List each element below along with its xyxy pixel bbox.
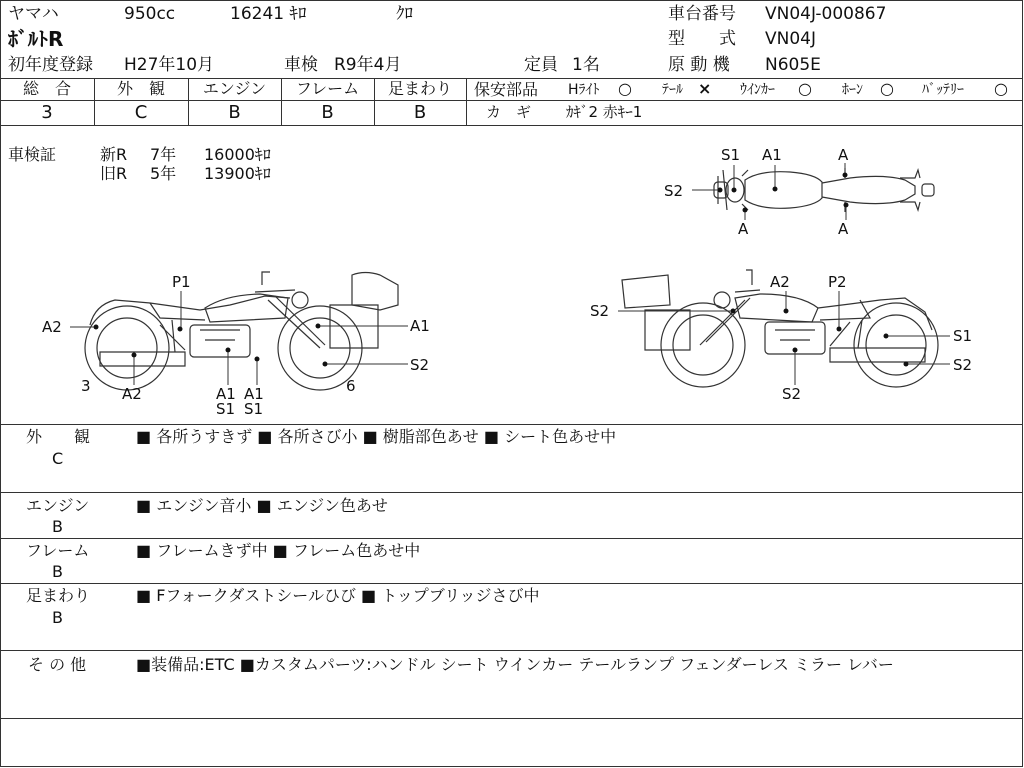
left-label-s1-b1: S1	[216, 400, 236, 418]
key-label: カ ギ	[486, 103, 532, 121]
inspection-value: R9年4月	[334, 55, 402, 75]
left-label-a1-b2: A1	[244, 385, 264, 403]
left-label-a2-bottom: A2	[122, 385, 142, 403]
right-label-a2: A2	[770, 273, 790, 291]
right-label-s2-right: S2	[953, 356, 973, 374]
comment-label: そ の 他	[28, 655, 87, 674]
right-label-p2: P2	[828, 273, 847, 291]
headlight-mark: ○	[618, 79, 632, 98]
headlight-label: Hﾗｲﾄ	[568, 82, 600, 98]
winker-label: ｳｲﾝｶｰ	[740, 82, 775, 98]
comments-line-4	[0, 650, 1023, 651]
comment-text: ■ 各所うすきず ■ 各所さび小 ■ 樹脂部色あせ ■ シート色あせ中	[136, 427, 617, 446]
left-label-6: 6	[346, 377, 356, 395]
right-label-s1: S1	[953, 327, 973, 345]
left-label-a1-b1: A1	[216, 385, 236, 403]
engine-value: N605E	[765, 55, 821, 75]
frame-no-label: 車台番号	[668, 4, 736, 24]
right-label-s2-top: S2	[590, 302, 610, 320]
displacement: 950cc	[124, 4, 176, 24]
left-label-s1-b2: S1	[244, 400, 264, 418]
type-value: VN04J	[765, 29, 816, 49]
top-label-s2: S2	[664, 182, 684, 200]
first-reg-value: H27年10月	[124, 55, 215, 75]
right-mark-s2-right	[904, 362, 909, 367]
left-label-a2-top: A2	[42, 318, 62, 336]
battery-label: ﾊﾞｯﾃﾘｰ	[922, 82, 964, 98]
safety-label: 保安部品	[474, 80, 539, 99]
top-label-a-right-top: A	[838, 146, 849, 164]
capacity-value: 1名	[572, 55, 600, 75]
inspection-label: 車検	[284, 55, 318, 75]
certificate-new-km: 16000ｷﾛ	[204, 145, 271, 164]
winker-mark: ○	[798, 79, 812, 98]
engine-score-label: エンジン	[202, 79, 267, 98]
right-mark-p2	[837, 327, 842, 332]
left-label-p1: P1	[172, 273, 191, 291]
certificate-old-label: 旧R	[100, 164, 128, 183]
comments-line-1	[0, 492, 1023, 493]
horn-label: ﾎｰﾝ	[842, 82, 863, 98]
comment-grade: C	[52, 449, 64, 468]
left-label-s2: S2	[410, 356, 430, 374]
comments-line-5	[0, 718, 1023, 719]
comment-text: ■ Fフォークダストシールひび ■ トップブリッジさび中	[136, 586, 540, 605]
top-label-a-right-bottom: A	[838, 220, 849, 238]
mileage: 16241 ｷﾛ	[230, 4, 307, 24]
top-label-s1: S1	[721, 146, 741, 164]
capacity-label: 定員	[524, 55, 558, 75]
certificate-old-years: 5年	[150, 164, 177, 183]
comment-grade: B	[52, 517, 63, 536]
comments-top-line	[0, 424, 1023, 425]
frame-no-value: VN04J-000867	[765, 4, 887, 24]
right-mark-a2	[784, 309, 789, 314]
engine-label: 原 動 機	[668, 55, 730, 75]
comments-line-3	[0, 583, 1023, 584]
comment-label: フレーム	[26, 541, 90, 560]
certificate-label: 車検証	[8, 145, 57, 164]
battery-mark: ○	[994, 79, 1008, 98]
horn-mark: ○	[880, 79, 894, 98]
certificate-new-years: 7年	[150, 145, 177, 164]
right-mark-s2-top	[731, 309, 736, 314]
comment-label: 外 観	[26, 427, 91, 446]
tail-mark: ×	[698, 79, 712, 98]
frame-score-value: B	[321, 102, 334, 123]
maker: ヤマハ	[8, 4, 59, 24]
suspension-score-label: 足まわり	[387, 79, 452, 98]
exterior-label: 外 観	[116, 79, 165, 98]
left-label-3: 3	[81, 377, 91, 395]
right-mark-s2-bottom	[793, 348, 798, 353]
first-reg-label: 初年度登録	[8, 55, 93, 75]
suspension-score-value: B	[413, 102, 427, 123]
color: ｸﾛ	[396, 4, 413, 24]
comment-label: 足まわり	[26, 586, 91, 605]
comment-label: エンジン	[26, 496, 90, 515]
overall-label: 総 合	[22, 79, 71, 98]
exterior-value: C	[134, 102, 148, 123]
certificate-old-km: 13900ｷﾛ	[204, 164, 271, 183]
top-label-a1: A1	[762, 146, 782, 164]
comments-line-2	[0, 538, 1023, 539]
comment-grade: B	[52, 562, 63, 581]
frame-score-label: フレーム	[295, 79, 360, 98]
left-label-a1: A1	[410, 317, 430, 335]
right-label-s2-bottom: S2	[782, 385, 802, 403]
type-label: 型 式	[668, 29, 736, 49]
key-value: ｶｷﾞ2 赤ｷｰ1	[566, 103, 643, 121]
model-name: ﾎﾞﾙﾄR	[8, 27, 64, 51]
tail-label: ﾃｰﾙ	[662, 82, 683, 98]
overall-value: 3	[41, 102, 53, 123]
comment-text: ■ フレームきず中 ■ フレーム色あせ中	[136, 541, 421, 560]
certificate-new-label: 新R	[100, 145, 128, 164]
top-label-a-left-bottom: A	[738, 220, 749, 238]
comment-text: ■ エンジン音小 ■ エンジン色あせ	[136, 496, 388, 515]
comment-grade: B	[52, 608, 63, 627]
right-mark-s1	[884, 334, 889, 339]
comment-text: ■装備品:ETC ■カスタムパーツ:ハンドル シート ウインカー テールランプ フェンダーレス ミラー レバー	[136, 655, 894, 674]
engine-score-value: B	[228, 102, 241, 123]
